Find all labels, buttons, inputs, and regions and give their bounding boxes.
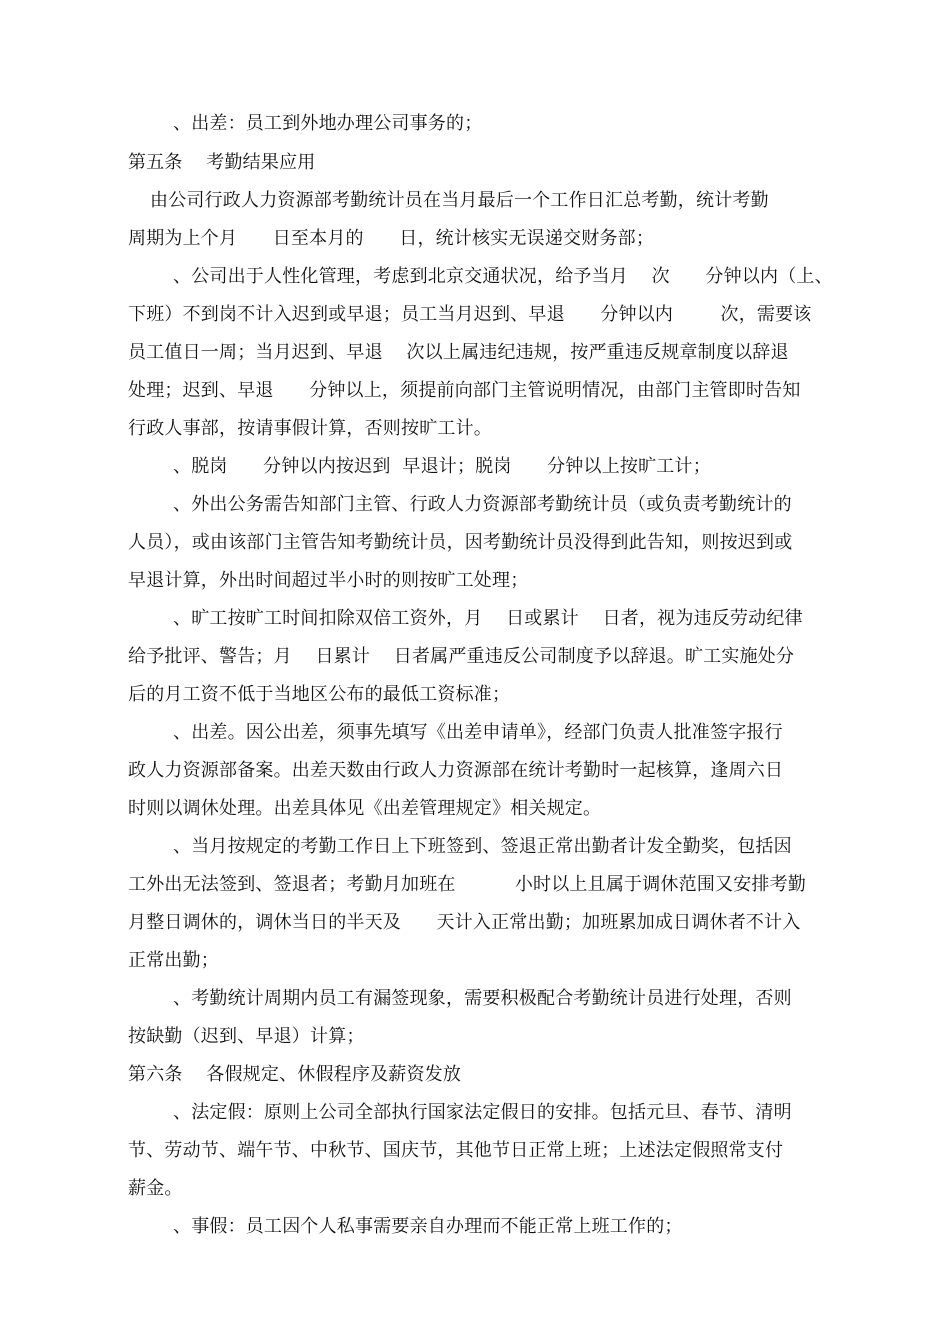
text-line: 政人力资源部备案。出差天数由行政人力资源部在统计考勤时一起核算，逢周六日	[128, 760, 784, 781]
text-line: 、出差：员工到外地办理公司事务的；	[173, 113, 483, 134]
text-line: 按缺勤（迟到、早退）计算；	[128, 1026, 365, 1047]
text-line: 、旷工按旷工时间扣除双倍工资外，月 日或累计 日者，视为违反劳动纪律	[173, 608, 803, 629]
text-line: 、出差。因公出差，须事先填写《出差申请单》，经部门负责人批准签字报行	[173, 722, 783, 743]
section-heading: 第五条 考勤结果应用	[128, 152, 316, 173]
text-line: 、考勤统计周期内员工有漏签现象，需要积极配合考勤统计员进行处理，否则	[173, 988, 792, 1009]
text-line: 、公司出于人性化管理，考虑到北京交通状况，给予当月 次 分钟以内（上、	[173, 266, 833, 287]
text-line: 处理；迟到、早退 分钟以上，须提前向部门主管说明情况，由部门主管即时告知	[128, 380, 801, 401]
text-line: 工外出无法签到、签退者；考勤月加班在 小时以上且属于调休范围又安排考勤	[128, 874, 807, 895]
text-line: 节、劳动节、端午节、中秋节、国庆节，其他节日正常上班；上述法定假照常支付	[128, 1140, 784, 1161]
text-line: 后的月工资不低于当地区公布的最低工资标准；	[128, 684, 511, 705]
text-line: 、法定假：原则上公司全部执行国家法定假日的安排。包括元旦、春节、清明	[173, 1102, 792, 1123]
text-line: 时则以调休处理。出差具体见《出差管理规定》相关规定。	[128, 798, 602, 819]
text-line: 早退计算，外出时间超过半小时的则按旷工处理；	[128, 570, 529, 591]
text-line: 周期为上个月 日至本月的 日，统计核实无误递交财务部；	[128, 228, 655, 249]
text-line: 员工值日一周；当月迟到、早退 次以上属违纪违规，按严重违反规章制度以辞退	[128, 342, 789, 363]
text-line: 行政人事部，按请事假计算，否则按旷工计。	[128, 418, 492, 439]
text-line: 由公司行政人力资源部考勤统计员在当月最后一个工作日汇总考勤，统计考勤	[150, 190, 769, 211]
text-line: 月整日调休的，调休当日的半天及 天计入正常出勤；加班累加成日调休者不计入	[128, 912, 801, 933]
text-line: 、事假：员工因个人私事需要亲自办理而不能正常上班工作的；	[173, 1216, 683, 1237]
text-line: 、外出公务需告知部门主管、行政人力资源部考勤统计员（或负责考勤统计的	[173, 494, 792, 515]
text-line: 薪金。	[128, 1178, 183, 1199]
text-line: 、当月按规定的考勤工作日上下班签到、签退正常出勤者计发全勤奖，包括因	[173, 836, 792, 857]
text-line: 人员），或由该部门主管告知考勤统计员，因考勤统计员没得到此告知，则按迟到或	[128, 532, 793, 553]
section-heading: 第六条 各假规定、休假程序及薪资发放	[128, 1064, 462, 1085]
text-line: 下班）不到岗不计入迟到或早退；员工当月迟到、早退 分钟以内 次，需要该	[128, 304, 812, 325]
text-line: 、脱岗 分钟以内按迟到 早退计；脱岗 分钟以上按旷工计；	[173, 456, 711, 477]
text-line: 正常出勤；	[128, 950, 219, 971]
text-line: 给予批评、警告；月 日累计 日者属严重违反公司制度予以辞退。旷工实施处分	[128, 646, 795, 667]
